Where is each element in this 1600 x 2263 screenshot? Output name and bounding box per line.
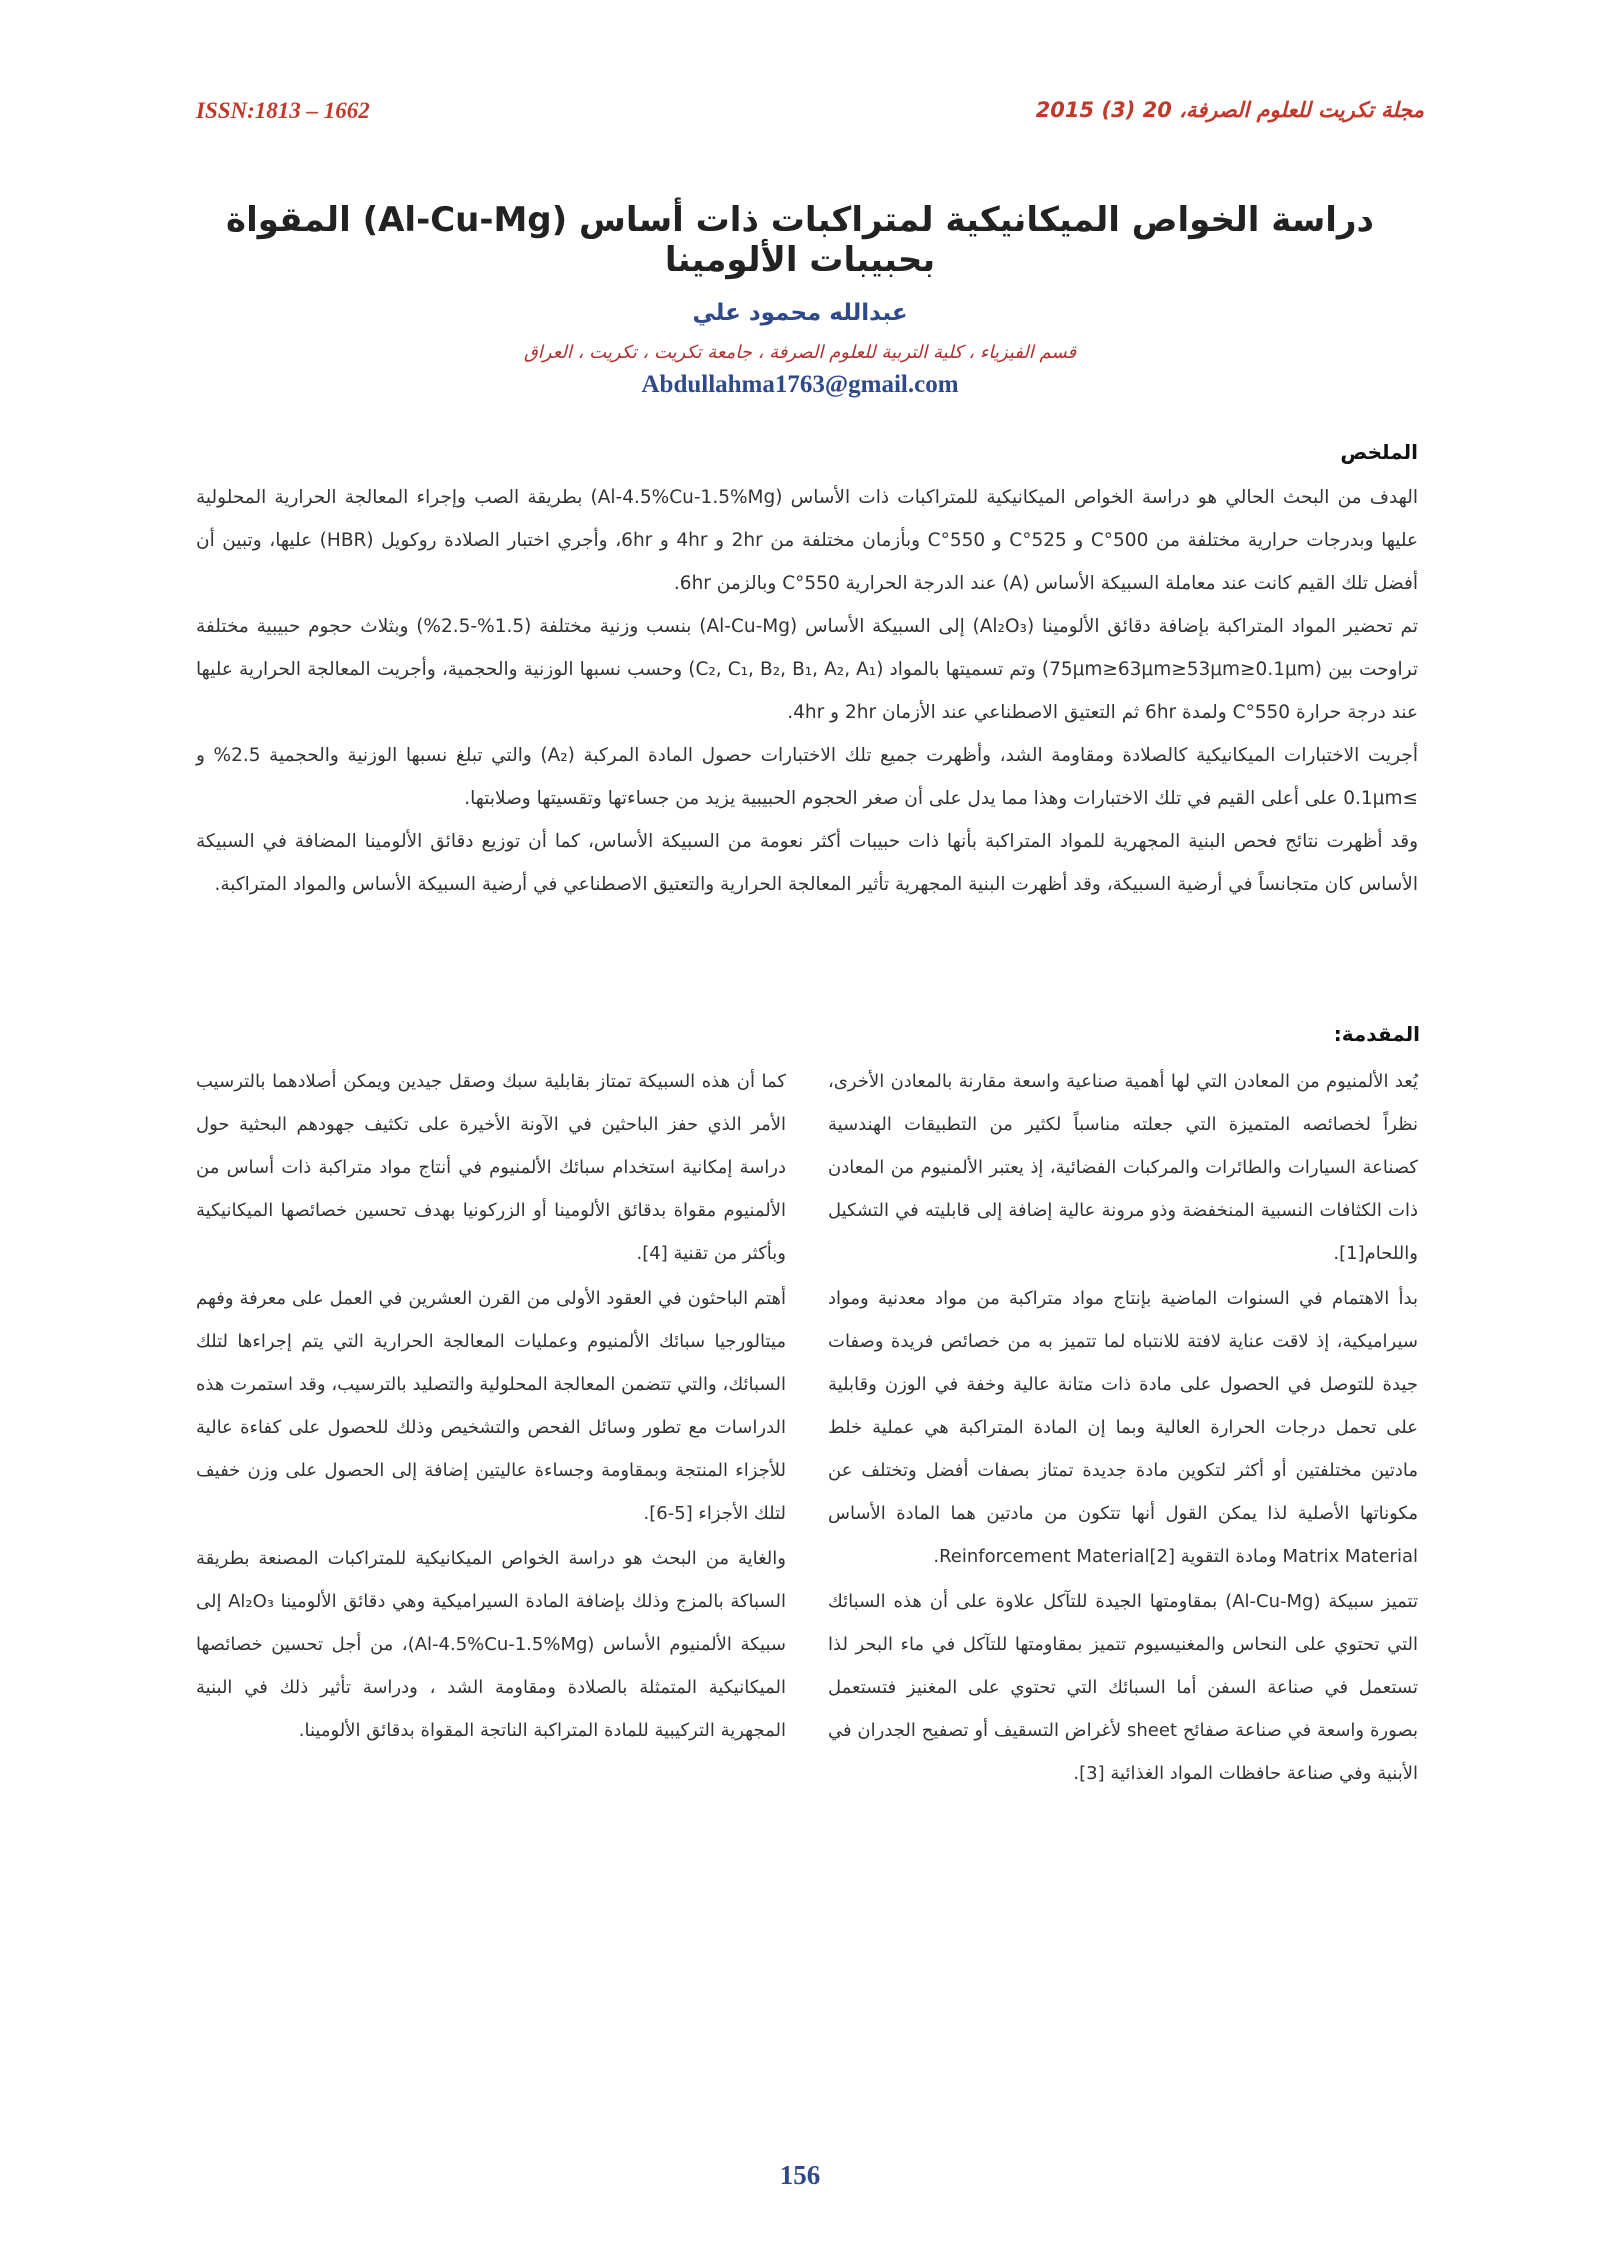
abstract-heading: الملخص: [1340, 440, 1418, 464]
author-name: عبدالله محمود علي: [692, 300, 908, 326]
intro-paragraph: أهتم الباحثون في العقود الأولى من القرن العشرين في العمل على معرفة وفهم ميتالورجيا سبائك الألمنيوم وعمليات المعالجة الحرارية التي يتم إجراءها لتلك السبائك، والتي تتضمن المعالجة المحلولية والتصليد بالترسيب، وقد استمرت هذه الدراسات مع تطور وسائل الفحص والتشخيص وذلك للحصول على كفاءة عالية للأجزاء المنتجة وبمقاومة وجساءة عاليتين إضافة إلى الحصول على وزن خفيف لتلك الأجزاء [5-6].: [196, 1288, 786, 1524]
issn-label: ISSN:1813 – 1662: [196, 98, 370, 123]
abstract-paragraph: تم تحضير المواد المتراكبة بإضافة دقائق الألومينا (Al₂O₃) إلى السبيكة الأساس (Al-Cu-Mg) بنسب وزنية مختلفة (1.5%-2.5%) وبثلاث حجوم حبيبية مختلفة تراوحت بين (75μm≥63μm≥53μm≥0.1μm) وتم تسميتها بالمواد (C₂, C₁, B₂, B₁, A₂, A₁) وحسب نسبها الوزنية والحجمية، وأجريت المعالجة الحرارية عليها عند درجة حرارة 550°C ولمدة 6hr ثم التعتيق الاصطناعي عند الأزمان 2hr و 4hr.: [196, 616, 1419, 723]
introduction-columns: [196, 1060, 1418, 1797]
intro-paragraph: يُعد الألمنيوم من المعادن التي لها أهمية صناعية واسعة مقارنة بالمعادن الأخرى، نظراً لخصائصه المتميزة التي جعلته مناسباً لكثير من التطبيقات الهندسية كصناعة السيارات والطائرات والمركبات الفضائية، إذ يعتبر الألمنيوم من المعادن ذات الكثافات النسبية المنخفضة وذو مرونة عالية إضافة إلى قابليته في التشكيل واللحام[1].: [828, 1071, 1418, 1264]
introduction-heading: المقدمة:: [1333, 1022, 1420, 1046]
right-column: [828, 1060, 1418, 1797]
paper-title: دراسة الخواص الميكانيكية لمتراكبات ذات أساس (Al-Cu-Mg) المقواة بحبيبات الألومينا: [226, 200, 1374, 280]
intro-paragraph: بدأ الاهتمام في السنوات الماضية بإنتاج مواد متراكبة من مواد معدنية ومواد سيراميكية، إذ لاقت عناية لافتة للانتباه لما تتميز به من خصائص فريدة وصفات جيدة للتوصل في الحصول على مادة ذات متانة عالية وخفة في الوزن وقابلية على تحمل درجات الحرارة العالية وبما إن المادة المتراكبة هي عملية خلط مادتين مختلفتين أو أكثر لتكوين مادة جديدة تمتاز بصفات أفضل وتختلف عن مكوناتها الأصلية لذا يمكن القول أنها تتكون من مادتين هما المادة الأساس Matrix Material ومادة التقوية Reinforcement Material[2].: [828, 1288, 1418, 1567]
page-number: 156: [779, 2160, 821, 2190]
left-column: [196, 1060, 786, 1797]
author-affiliation: قسم الفيزياء ، كلية التربية للعلوم الصرفة ، جامعة تكريت ، تكريت ، العراق: [523, 342, 1077, 363]
abstract-paragraph: الهدف من البحث الحالي هو دراسة الخواص الميكانيكية للمتراكبات ذات الأساس (Al-4.5%Cu-1.5%Mg) بطريقة الصب وإجراء المعالجة الحرارية المحلولية عليها وبدرجات حرارية مختلفة من 500°C و 525°C و 550°C وبأزمان مختلفة من 2hr و 4hr و 6hr، وأجري اختبار الصلادة روكويل (HBR) عليها، وتبين أن أفضل تلك القيم كانت عند معاملة السبيكة الأساس (A) عند الدرجة الحرارية 550°C وبالزمن 6hr.: [196, 487, 1418, 594]
abstract-paragraph: وقد أظهرت نتائج فحص البنية المجهرية للمواد المتراكبة بأنها ذات حبيبات أكثر نعومة من السبيكة الأساس، كما أن توزيع دقائق الألومينا المضافة في السبيكة الأساس كان متجانساً في أرضية السبيكة، وقد أظهرت البنية المجهرية تأثير المعالجة الحرارية والتعتيق الاصطناعي في أرضية السبيكة الأساس والمواد المتراكبة.: [196, 831, 1418, 895]
intro-paragraph: كما أن هذه السبيكة تمتاز بقابلية سبك وصقل جيدين ويمكن أصلادهما بالترسيب الأمر الذي حفز الباحثين في الآونة الأخيرة على تكثيف جهودهم البحثية حول دراسة إمكانية استخدام سبائك الألمنيوم في أنتاج مواد متراكبة ذات أساس من الألمنيوم مقواة بدقائق الألومينا أو الزركونيا بهدف تحسين خصائصها الميكانيكية وبأكثر من تقنية [4].: [196, 1071, 786, 1264]
intro-paragraph: تتميز سبيكة (Al-Cu-Mg) بمقاومتها الجيدة للتآكل علاوة على أن هذه السبائك التي تحتوي على النحاس والمغنيسيوم تتميز بمقاومتها للتآكل في ماء البحر لذا تستعمل في صناعة السفن أما السبائك التي تحتوي على المغنيز فتستعمل بصورة واسعة في صناعة صفائح sheet لأغراض التسقيف أو تصفيح الجدران في الأبنية وفي صناعة حافظات المواد الغذائية [3].: [828, 1591, 1419, 1784]
title-block: [200, 200, 1400, 399]
journal-citation: مجلة تكريت للعلوم الصرفة، 20 (3) 2015: [1035, 98, 1424, 122]
intro-paragraph: والغاية من البحث هو دراسة الخواص الميكانيكية للمتراكبات المصنعة بطريقة السباكة بالمزج وذلك بإضافة المادة السيراميكية وهي دقائق الألومينا Al₂O₃ إلى سبيكة الألمنيوم الأساس (Al-4.5%Cu-1.5%Mg)، من أجل تحسين خصائصها الميكانيكية المتمثلة بالصلادة ومقاومة الشد ، ودراسة تأثير ذلك في البنية المجهرية التركيبية للمادة المتراكبة الناتجة المقواة بدقائق الألومينا.: [196, 1548, 787, 1741]
abstract-section: [196, 440, 1418, 906]
author-email: Abdullahma1763@gmail.com: [641, 371, 959, 398]
abstract-paragraph: أجريت الاختبارات الميكانيكية كالصلادة ومقاومة الشد، وأظهرت جميع تلك الاختبارات حصول المادة المركبة (A₂) والتي تبلغ نسبها الوزنية والحجمية 2.5% و ≥0.1μm على أعلى القيم في تلك الاختبارات وهذا مما يدل على أن صغر الحجوم الحبيبية يزيد من جساءتها وتقسيتها وصلابتها.: [196, 745, 1418, 809]
